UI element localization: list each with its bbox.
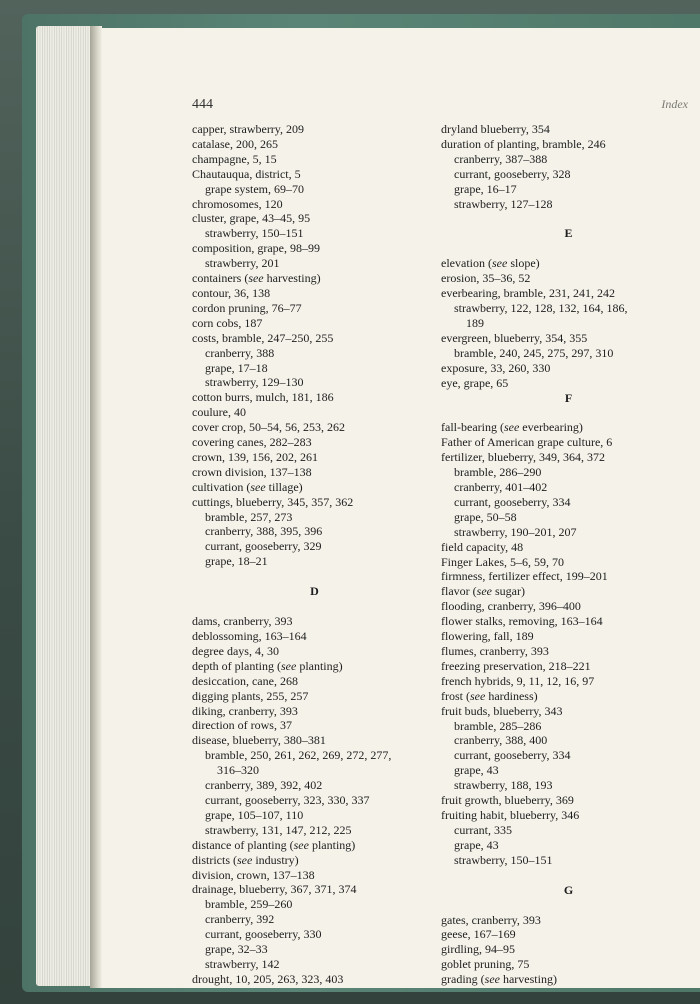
index-entry: flower stalks, removing, 163–164 <box>441 614 603 629</box>
index-entry: fruit buds, blueberry, 343 <box>441 703 563 718</box>
index-subentry: grape, 50–58 <box>454 509 517 524</box>
index-entry: containers (see harvesting) <box>192 271 321 286</box>
index-entry: cluster, grape, 43–45, 95 <box>192 211 311 226</box>
section-spacer <box>441 405 696 420</box>
index-subentry: currant, gooseberry, 334 <box>454 748 571 763</box>
index-subentry: bramble, 240, 245, 275, 297, 310 <box>454 345 614 360</box>
index-column-right <box>441 122 696 987</box>
index-entry: Father of American grape culture, 6 <box>441 435 613 450</box>
page-stack-edge <box>36 26 94 986</box>
index-entry: capper, strawberry, 209 <box>192 122 305 136</box>
index-entry: evergreen, blueberry, 354, 355 <box>441 330 588 345</box>
index-subentry: cranberry, 389, 392, 402 <box>205 778 323 793</box>
index-subentry: cranberry, 401–402 <box>454 480 548 495</box>
index-subentry: currant, gooseberry, 323, 330, 337 <box>205 792 370 807</box>
index-entry: girdling, 94–95 <box>441 942 515 957</box>
index-subentry: bramble, 257, 273 <box>205 509 293 524</box>
index-entry: everbearing, bramble, 231, 241, 242 <box>441 286 615 301</box>
index-subentry: strawberry, 127–128 <box>454 196 553 211</box>
index-entry: costs, bramble, 247–250, 255 <box>192 330 334 345</box>
index-subentry: strawberry, 122, 128, 132, 164, 186, <box>454 301 628 316</box>
index-entry: erosion, 35–36, 52 <box>441 271 531 286</box>
book-gutter <box>90 26 102 988</box>
index-entry: field capacity, 48 <box>441 539 524 554</box>
index-subentry: grape system, 69–70 <box>205 181 304 196</box>
index-subentry: grape, 16–17 <box>454 181 517 196</box>
section-spacer <box>192 599 437 614</box>
index-subentry: strawberry, 201 <box>205 256 280 271</box>
index-entry: cotton burrs, mulch, 181, 186 <box>192 390 334 405</box>
index-subentry: grape, 17–18 <box>205 360 268 375</box>
index-entry: dams, cranberry, 393 <box>192 614 293 629</box>
index-entry: duration of planting, bramble, 246 <box>441 136 606 151</box>
index-subentry: cranberry, 387–388 <box>454 151 548 166</box>
section-spacer <box>192 569 437 584</box>
index-entry: eye, grape, 65 <box>441 375 509 390</box>
index-column-left <box>192 122 437 987</box>
index-entry: cultivation (see tillage) <box>192 479 303 494</box>
index-entry: goblet pruning, 75 <box>441 957 530 972</box>
index-subentry: strawberry, 129–130 <box>205 375 304 390</box>
index-entry: fruit growth, blueberry, 369 <box>441 793 574 808</box>
index-entry: catalase, 200, 265 <box>192 136 278 151</box>
index-entry: fruiting habit, blueberry, 346 <box>441 807 580 822</box>
index-subentry: strawberry, 142 <box>205 956 280 971</box>
index-entry: disease, blueberry, 380–381 <box>192 733 326 748</box>
index-subentry: bramble, 285–286 <box>454 718 542 733</box>
index-entry: deblossoming, 163–164 <box>192 629 307 643</box>
index-subentry: currant, gooseberry, 330 <box>205 927 322 942</box>
index-subentry: cranberry, 392 <box>205 912 275 927</box>
section-spacer <box>441 211 696 226</box>
index-subentry: strawberry, 150–151 <box>454 852 553 867</box>
index-entry: fall-bearing (see everbearing) <box>441 420 583 435</box>
index-entry: cordon pruning, 76–77 <box>192 300 302 315</box>
index-subentry: grape, 105–107, 110 <box>205 807 304 822</box>
index-subentry: grape, 43 <box>454 837 499 852</box>
index-entry: grading (see harvesting) <box>441 972 557 987</box>
section-letter: F <box>564 390 573 405</box>
index-entry: exposure, 33, 260, 330 <box>441 360 551 375</box>
index-entry: flowering, fall, 189 <box>441 629 534 644</box>
index-subentry: cranberry, 388, 400 <box>454 733 548 748</box>
index-entry: direction of rows, 37 <box>192 718 292 733</box>
index-entry: cuttings, blueberry, 345, 357, 362 <box>192 494 354 509</box>
index-subentry: bramble, 286–290 <box>454 465 542 480</box>
index-entry: division, crown, 137–138 <box>192 867 315 882</box>
index-entry: geese, 167–169 <box>441 927 516 942</box>
index-entry: firmness, fertilizer effect, 199–201 <box>441 569 608 584</box>
section-letter: D <box>310 584 319 599</box>
index-subentry: 316–320 <box>217 763 259 778</box>
index-entry: cover crop, 50–54, 56, 253, 262 <box>192 420 345 435</box>
index-subentry: strawberry, 150–151 <box>205 226 304 241</box>
section-letter: G <box>563 882 574 897</box>
section-spacer <box>441 898 696 913</box>
index-entry: depth of planting (see planting) <box>192 658 343 673</box>
index-entry: crown, 139, 156, 202, 261 <box>192 449 318 464</box>
index-subentry: grape, 32–33 <box>205 942 268 957</box>
index-subentry: currant, gooseberry, 334 <box>454 494 571 509</box>
index-entry: french hybrids, 9, 11, 12, 16, 97 <box>441 673 595 688</box>
index-subentry: currant, gooseberry, 328 <box>454 166 571 181</box>
index-entry: dryland blueberry, 354 <box>441 122 550 136</box>
index-entry: Chautauqua, district, 5 <box>192 166 301 181</box>
index-entry: flooding, cranberry, 396–400 <box>441 599 581 614</box>
index-entry: crown division, 137–138 <box>192 464 312 479</box>
index-subentry: currant, 335 <box>454 822 512 837</box>
index-subentry: 189 <box>466 315 484 330</box>
running-head: Index <box>661 97 688 111</box>
index-entry: flavor (see sugar) <box>441 584 525 599</box>
index-entry: digging plants, 255, 257 <box>192 688 309 703</box>
index-subentry: bramble, 250, 261, 262, 269, 272, 277, <box>205 748 392 763</box>
index-entry: flumes, cranberry, 393 <box>441 644 549 658</box>
index-entry: composition, grape, 98–99 <box>192 241 320 256</box>
index-entry: elevation (see slope) <box>441 256 540 271</box>
index-entry: drainage, blueberry, 367, 371, 374 <box>192 882 357 897</box>
section-spacer <box>441 241 696 256</box>
index-subentry: strawberry, 131, 147, 212, 225 <box>205 822 352 837</box>
section-spacer <box>441 868 696 883</box>
index-subentry: grape, 43 <box>454 763 499 778</box>
index-entry: frost (see hardiness) <box>441 688 538 703</box>
index-entry: drought, 10, 205, 263, 323, 403 <box>192 971 344 986</box>
index-entry: coulure, 40 <box>192 405 246 420</box>
index-entry: gates, cranberry, 393 <box>441 912 541 927</box>
index-subentry: cranberry, 388, 395, 396 <box>205 524 323 539</box>
index-entry: Finger Lakes, 5–6, 59, 70 <box>441 554 564 569</box>
index-subentry: strawberry, 190–201, 207 <box>454 524 577 539</box>
index-entry: fertilizer, blueberry, 349, 364, 372 <box>441 450 606 465</box>
section-letter: E <box>564 226 573 241</box>
index-entry: diking, cranberry, 393 <box>192 703 298 718</box>
index-entry: districts (see industry) <box>192 852 299 867</box>
index-entry: covering canes, 282–283 <box>192 435 312 450</box>
index-entry: chromosomes, 120 <box>192 196 283 211</box>
index-entry: contour, 36, 138 <box>192 285 271 300</box>
index-entry: distance of planting (see planting) <box>192 837 356 852</box>
index-entry: desiccation, cane, 268 <box>192 673 298 688</box>
index-entry: corn cobs, 187 <box>192 315 263 330</box>
index-subentry: cranberry, 388 <box>205 345 275 360</box>
page-number: 444 <box>192 97 213 112</box>
index-entry: champagne, 5, 15 <box>192 151 277 166</box>
index-entry: degree days, 4, 30 <box>192 643 279 658</box>
index-subentry: bramble, 259–260 <box>205 897 293 912</box>
index-subentry: strawberry, 188, 193 <box>454 778 553 793</box>
index-subentry: currant, gooseberry, 329 <box>205 539 322 554</box>
index-subentry: grape, 18–21 <box>205 554 268 569</box>
index-entry: freezing preservation, 218–221 <box>441 658 591 673</box>
